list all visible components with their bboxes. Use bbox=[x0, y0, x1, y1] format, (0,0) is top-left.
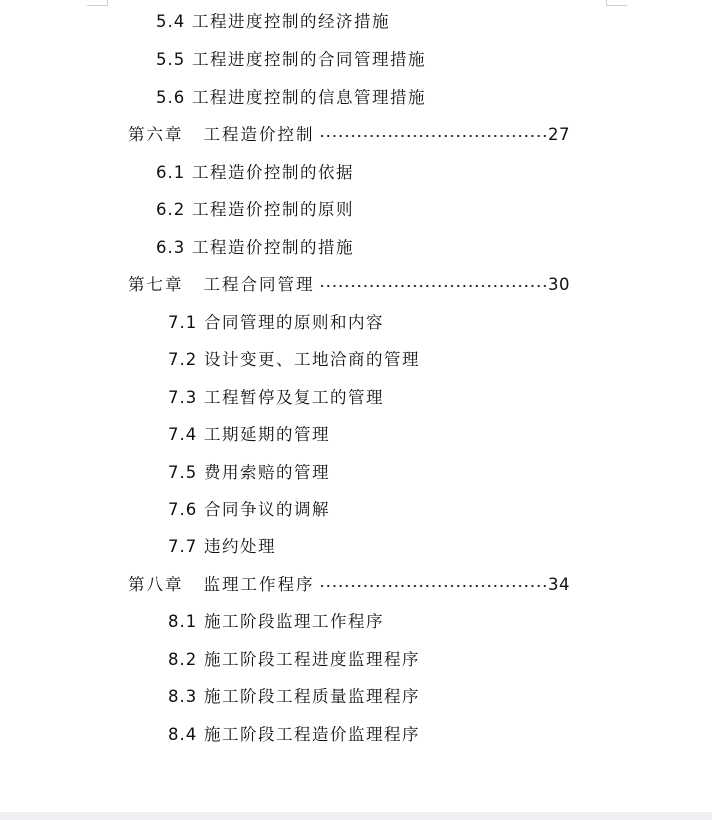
chapter-title: 监理工作程序 bbox=[203, 575, 315, 594]
chapter-page-number: 34 bbox=[548, 575, 570, 594]
toc-entry-7-5[interactable] bbox=[168, 460, 330, 486]
toc-entry-number: 5.6 bbox=[156, 88, 186, 107]
toc-chapter-8[interactable] bbox=[128, 572, 570, 598]
toc-entry-title: 违约处理 bbox=[204, 537, 276, 556]
toc-entry-title: 工程进度控制的合同管理措施 bbox=[192, 50, 426, 69]
toc-entry-title: 施工阶段监理工作程序 bbox=[204, 612, 384, 631]
toc-entry-title: 工程造价控制的措施 bbox=[192, 238, 354, 257]
toc-entry-number: 7.4 bbox=[168, 425, 198, 444]
toc-entry-7-2[interactable] bbox=[168, 347, 420, 373]
toc-entry-5-6[interactable] bbox=[156, 85, 426, 111]
toc-entry-number: 6.1 bbox=[156, 163, 186, 182]
page-corner-mark-right bbox=[606, 0, 627, 6]
chapter-label: 第六章 bbox=[128, 125, 184, 144]
toc-entry-number: 5.4 bbox=[156, 12, 186, 31]
toc-entry-title: 施工阶段工程质量监理程序 bbox=[204, 687, 420, 706]
toc-entry-number: 7.1 bbox=[168, 313, 198, 332]
toc-entry-7-7[interactable] bbox=[168, 534, 276, 560]
toc-chapter-7[interactable] bbox=[128, 272, 570, 298]
toc-entry-number: 8.4 bbox=[168, 725, 198, 744]
page-gap-background bbox=[0, 812, 712, 820]
toc-entry-title: 设计变更、工地洽商的管理 bbox=[204, 350, 420, 369]
toc-entry-6-2[interactable] bbox=[156, 197, 354, 223]
toc-entry-title: 工程进度控制的信息管理措施 bbox=[192, 88, 426, 107]
dot-leader bbox=[319, 285, 547, 287]
chapter-page-number: 27 bbox=[548, 125, 570, 144]
toc-entry-number: 7.5 bbox=[168, 463, 198, 482]
toc-entry-6-3[interactable] bbox=[156, 235, 354, 261]
toc-entry-title: 工程暂停及复工的管理 bbox=[204, 388, 384, 407]
toc-entry-title: 工程造价控制的依据 bbox=[192, 163, 354, 182]
chapter-title: 工程合同管理 bbox=[203, 275, 315, 294]
toc-entry-number: 7.7 bbox=[168, 537, 198, 556]
toc-entry-title: 施工阶段工程造价监理程序 bbox=[204, 725, 420, 744]
toc-entry-5-4[interactable] bbox=[156, 9, 390, 35]
chapter-label: 第七章 bbox=[128, 275, 184, 294]
toc-entry-title: 工程造价控制的原则 bbox=[192, 200, 354, 219]
toc-entry-8-2[interactable] bbox=[168, 647, 420, 673]
toc-entry-number: 6.2 bbox=[156, 200, 186, 219]
toc-entry-number: 8.1 bbox=[168, 612, 198, 631]
toc-entry-number: 6.3 bbox=[156, 238, 186, 257]
toc-entry-number: 8.3 bbox=[168, 687, 198, 706]
toc-entry-7-6[interactable] bbox=[168, 497, 330, 523]
toc-entry-8-3[interactable] bbox=[168, 684, 420, 710]
page-corner-mark-left bbox=[87, 0, 108, 6]
toc-entry-title: 施工阶段工程进度监理程序 bbox=[204, 650, 420, 669]
toc-entry-8-4[interactable] bbox=[168, 722, 420, 748]
toc-entry-number: 8.2 bbox=[168, 650, 198, 669]
toc-entry-title: 合同争议的调解 bbox=[204, 500, 330, 519]
toc-entry-number: 7.6 bbox=[168, 500, 198, 519]
toc-entry-title: 工期延期的管理 bbox=[204, 425, 330, 444]
toc-entry-7-4[interactable] bbox=[168, 422, 330, 448]
toc-entry-number: 7.3 bbox=[168, 388, 198, 407]
dot-leader bbox=[319, 135, 547, 137]
chapter-title: 工程造价控制 bbox=[203, 125, 315, 144]
toc-entry-number: 7.2 bbox=[168, 350, 198, 369]
toc-entry-title: 费用索赔的管理 bbox=[204, 463, 330, 482]
chapter-label: 第八章 bbox=[128, 575, 184, 594]
toc-entry-title: 工程进度控制的经济措施 bbox=[192, 12, 390, 31]
toc-entry-6-1[interactable] bbox=[156, 160, 354, 186]
toc-entry-7-1[interactable] bbox=[168, 310, 384, 336]
toc-chapter-6[interactable] bbox=[128, 122, 570, 148]
toc-entry-7-3[interactable] bbox=[168, 385, 384, 411]
toc-entry-title: 合同管理的原则和内容 bbox=[204, 313, 384, 332]
toc-entry-8-1[interactable] bbox=[168, 609, 384, 635]
chapter-page-number: 30 bbox=[548, 275, 570, 294]
toc-entry-number: 5.5 bbox=[156, 50, 186, 69]
toc-entry-5-5[interactable] bbox=[156, 47, 426, 73]
dot-leader bbox=[319, 585, 547, 587]
